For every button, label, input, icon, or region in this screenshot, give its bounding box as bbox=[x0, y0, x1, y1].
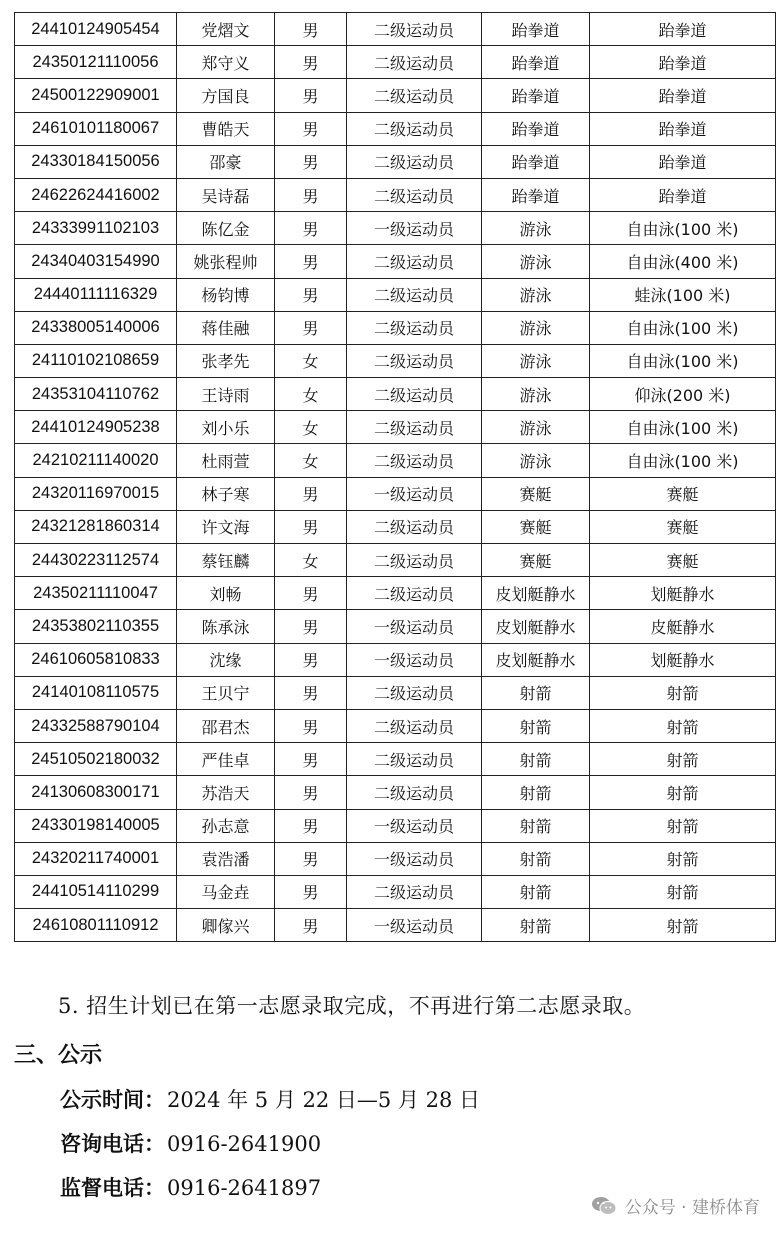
exam-id-cell: 24350121110056 bbox=[15, 46, 177, 79]
event-cell: 射箭 bbox=[590, 875, 776, 908]
gender-cell: 男 bbox=[275, 46, 347, 79]
name-cell: 吴诗磊 bbox=[177, 178, 275, 211]
name-cell: 刘畅 bbox=[177, 577, 275, 610]
sport-cell: 射箭 bbox=[482, 709, 590, 742]
athlete-level-cell: 二级运动员 bbox=[347, 13, 482, 46]
table-row bbox=[15, 245, 776, 278]
table-row bbox=[15, 178, 776, 211]
wechat-official-account-icon bbox=[591, 1196, 617, 1216]
name-cell: 郑守义 bbox=[177, 46, 275, 79]
athlete-level-cell: 二级运动员 bbox=[347, 776, 482, 809]
name-cell: 林子寒 bbox=[177, 477, 275, 510]
athlete-level-cell: 一级运动员 bbox=[347, 643, 482, 676]
athlete-level-cell: 二级运动员 bbox=[347, 145, 482, 178]
table-row bbox=[15, 13, 776, 46]
sport-cell: 赛艇 bbox=[482, 510, 590, 543]
athlete-level-cell: 二级运动员 bbox=[347, 311, 482, 344]
sport-cell: 皮划艇静水 bbox=[482, 577, 590, 610]
name-cell: 张孝先 bbox=[177, 344, 275, 377]
athlete-level-cell: 一级运动员 bbox=[347, 842, 482, 875]
sport-cell: 跆拳道 bbox=[482, 79, 590, 112]
event-cell: 射箭 bbox=[590, 776, 776, 809]
sport-cell: 射箭 bbox=[482, 909, 590, 942]
name-cell: 沈缘 bbox=[177, 643, 275, 676]
athlete-level-cell: 一级运动员 bbox=[347, 477, 482, 510]
gender-cell: 男 bbox=[275, 842, 347, 875]
exam-id-cell: 24500122909001 bbox=[15, 79, 177, 112]
name-cell: 马金垚 bbox=[177, 875, 275, 908]
sport-cell: 跆拳道 bbox=[482, 178, 590, 211]
exam-id-cell: 24340403154990 bbox=[15, 245, 177, 278]
exam-id-cell: 24330184150056 bbox=[15, 145, 177, 178]
name-cell: 苏浩天 bbox=[177, 776, 275, 809]
table-row bbox=[15, 842, 776, 875]
table-row bbox=[15, 344, 776, 377]
athlete-level-cell: 二级运动员 bbox=[347, 245, 482, 278]
info-row-supervision-phone bbox=[60, 1172, 321, 1202]
athlete-level-cell: 一级运动员 bbox=[347, 610, 482, 643]
name-cell: 卿傢兴 bbox=[177, 909, 275, 942]
exam-id-cell: 24353104110762 bbox=[15, 378, 177, 411]
athlete-level-cell: 二级运动员 bbox=[347, 278, 482, 311]
exam-id-cell: 24338005140006 bbox=[15, 311, 177, 344]
athlete-level-cell: 二级运动员 bbox=[347, 577, 482, 610]
gender-cell: 男 bbox=[275, 909, 347, 942]
athlete-level-cell: 一级运动员 bbox=[347, 909, 482, 942]
sport-cell: 赛艇 bbox=[482, 477, 590, 510]
athlete-level-cell: 二级运动员 bbox=[347, 178, 482, 211]
sport-cell: 射箭 bbox=[482, 809, 590, 842]
gender-cell: 男 bbox=[275, 477, 347, 510]
athlete-level-cell: 二级运动员 bbox=[347, 544, 482, 577]
name-cell: 姚张程帅 bbox=[177, 245, 275, 278]
table-row bbox=[15, 477, 776, 510]
info-value: 2024 年 5 月 22 日—5 月 28 日 bbox=[167, 1088, 481, 1112]
gender-cell: 男 bbox=[275, 610, 347, 643]
exam-id-cell: 24610801110912 bbox=[15, 909, 177, 942]
sport-cell: 跆拳道 bbox=[482, 46, 590, 79]
athlete-roster-table bbox=[14, 12, 776, 942]
sport-cell: 游泳 bbox=[482, 212, 590, 245]
sport-cell: 皮划艇静水 bbox=[482, 643, 590, 676]
table-row bbox=[15, 875, 776, 908]
exam-id-cell: 24110102108659 bbox=[15, 344, 177, 377]
exam-id-cell: 24321281860314 bbox=[15, 510, 177, 543]
name-cell: 陈承泳 bbox=[177, 610, 275, 643]
table-row bbox=[15, 510, 776, 543]
table-row bbox=[15, 145, 776, 178]
exam-id-cell: 24333991102103 bbox=[15, 212, 177, 245]
table-row bbox=[15, 709, 776, 742]
exam-id-cell: 24610605810833 bbox=[15, 643, 177, 676]
athlete-level-cell: 二级运动员 bbox=[347, 344, 482, 377]
sport-cell: 游泳 bbox=[482, 311, 590, 344]
athlete-level-cell: 二级运动员 bbox=[347, 444, 482, 477]
name-cell: 杨钧博 bbox=[177, 278, 275, 311]
sport-cell: 射箭 bbox=[482, 743, 590, 776]
event-cell: 跆拳道 bbox=[590, 112, 776, 145]
gender-cell: 男 bbox=[275, 709, 347, 742]
exam-id-cell: 24610101180067 bbox=[15, 112, 177, 145]
gender-cell: 男 bbox=[275, 510, 347, 543]
roster-table-container bbox=[14, 12, 775, 942]
exam-id-cell: 24410514110299 bbox=[15, 875, 177, 908]
athlete-level-cell: 一级运动员 bbox=[347, 809, 482, 842]
event-cell: 仰泳(200 米) bbox=[590, 378, 776, 411]
name-cell: 蔡钰麟 bbox=[177, 544, 275, 577]
event-cell: 自由泳(100 米) bbox=[590, 411, 776, 444]
name-cell: 党熠文 bbox=[177, 13, 275, 46]
name-cell: 王贝宁 bbox=[177, 676, 275, 709]
exam-id-cell: 24430223112574 bbox=[15, 544, 177, 577]
exam-id-cell: 24320211740001 bbox=[15, 842, 177, 875]
sport-cell: 游泳 bbox=[482, 344, 590, 377]
sport-cell: 游泳 bbox=[482, 411, 590, 444]
info-label: 监督电话： bbox=[60, 1176, 165, 1200]
event-cell: 射箭 bbox=[590, 709, 776, 742]
gender-cell: 男 bbox=[275, 245, 347, 278]
table-row bbox=[15, 577, 776, 610]
gender-cell: 女 bbox=[275, 344, 347, 377]
exam-id-cell: 24330198140005 bbox=[15, 809, 177, 842]
event-cell: 跆拳道 bbox=[590, 13, 776, 46]
sport-cell: 射箭 bbox=[482, 842, 590, 875]
name-cell: 陈亿金 bbox=[177, 212, 275, 245]
event-cell: 划艇静水 bbox=[590, 643, 776, 676]
event-cell: 射箭 bbox=[590, 842, 776, 875]
info-value: 0916-2641897 bbox=[167, 1176, 322, 1200]
sport-cell: 游泳 bbox=[482, 245, 590, 278]
event-cell: 射箭 bbox=[590, 909, 776, 942]
exam-id-cell: 24350211110047 bbox=[15, 577, 177, 610]
name-cell: 王诗雨 bbox=[177, 378, 275, 411]
table-row bbox=[15, 444, 776, 477]
sport-cell: 射箭 bbox=[482, 776, 590, 809]
note-item-5: 5. 招生计划已在第一志愿录取完成，不再进行第二志愿录取。 bbox=[58, 994, 646, 1018]
name-cell: 刘小乐 bbox=[177, 411, 275, 444]
exam-id-cell: 24622624416002 bbox=[15, 178, 177, 211]
exam-id-cell: 24320116970015 bbox=[15, 477, 177, 510]
info-value: 0916-2641900 bbox=[167, 1132, 322, 1156]
event-cell: 赛艇 bbox=[590, 544, 776, 577]
event-cell: 皮艇静水 bbox=[590, 610, 776, 643]
event-cell: 射箭 bbox=[590, 809, 776, 842]
gender-cell: 男 bbox=[275, 311, 347, 344]
athlete-level-cell: 二级运动员 bbox=[347, 411, 482, 444]
athlete-level-cell: 二级运动员 bbox=[347, 112, 482, 145]
athlete-level-cell: 二级运动员 bbox=[347, 79, 482, 112]
event-cell: 射箭 bbox=[590, 676, 776, 709]
athlete-level-cell: 一级运动员 bbox=[347, 212, 482, 245]
athlete-level-cell: 二级运动员 bbox=[347, 676, 482, 709]
gender-cell: 男 bbox=[275, 278, 347, 311]
sport-cell: 跆拳道 bbox=[482, 112, 590, 145]
table-row bbox=[15, 743, 776, 776]
gender-cell: 男 bbox=[275, 13, 347, 46]
info-label: 公示时间： bbox=[60, 1088, 165, 1112]
sport-cell: 皮划艇静水 bbox=[482, 610, 590, 643]
name-cell: 蒋佳融 bbox=[177, 311, 275, 344]
exam-id-cell: 24130608300171 bbox=[15, 776, 177, 809]
athlete-level-cell: 二级运动员 bbox=[347, 46, 482, 79]
athlete-level-cell: 二级运动员 bbox=[347, 709, 482, 742]
event-cell: 赛艇 bbox=[590, 510, 776, 543]
event-cell: 自由泳(400 米) bbox=[590, 245, 776, 278]
event-cell: 自由泳(100 米) bbox=[590, 311, 776, 344]
gender-cell: 男 bbox=[275, 577, 347, 610]
sport-cell: 跆拳道 bbox=[482, 145, 590, 178]
table-row bbox=[15, 776, 776, 809]
name-cell: 许文海 bbox=[177, 510, 275, 543]
table-row bbox=[15, 112, 776, 145]
name-cell: 曹皓天 bbox=[177, 112, 275, 145]
event-cell: 跆拳道 bbox=[590, 46, 776, 79]
sport-cell: 游泳 bbox=[482, 378, 590, 411]
event-cell: 跆拳道 bbox=[590, 145, 776, 178]
gender-cell: 男 bbox=[275, 145, 347, 178]
athlete-level-cell: 二级运动员 bbox=[347, 743, 482, 776]
info-row-publicity-time bbox=[60, 1084, 480, 1114]
table-row bbox=[15, 278, 776, 311]
sport-cell: 射箭 bbox=[482, 676, 590, 709]
table-row bbox=[15, 610, 776, 643]
exam-id-cell: 24353802110355 bbox=[15, 610, 177, 643]
table-row bbox=[15, 311, 776, 344]
gender-cell: 男 bbox=[275, 743, 347, 776]
gender-cell: 男 bbox=[275, 676, 347, 709]
gender-cell: 男 bbox=[275, 875, 347, 908]
table-row bbox=[15, 809, 776, 842]
event-cell: 射箭 bbox=[590, 743, 776, 776]
gender-cell: 男 bbox=[275, 809, 347, 842]
athlete-level-cell: 二级运动员 bbox=[347, 378, 482, 411]
name-cell: 邵豪 bbox=[177, 145, 275, 178]
gender-cell: 男 bbox=[275, 178, 347, 211]
sport-cell: 游泳 bbox=[482, 278, 590, 311]
exam-id-cell: 24440111116329 bbox=[15, 278, 177, 311]
name-cell: 邵君杰 bbox=[177, 709, 275, 742]
sport-cell: 射箭 bbox=[482, 875, 590, 908]
gender-cell: 女 bbox=[275, 444, 347, 477]
gender-cell: 男 bbox=[275, 112, 347, 145]
event-cell: 蛙泳(100 米) bbox=[590, 278, 776, 311]
gender-cell: 男 bbox=[275, 79, 347, 112]
table-row bbox=[15, 212, 776, 245]
event-cell: 划艇静水 bbox=[590, 577, 776, 610]
roster-table-body bbox=[15, 13, 776, 942]
name-cell: 袁浩潘 bbox=[177, 842, 275, 875]
event-cell: 跆拳道 bbox=[590, 178, 776, 211]
event-cell: 自由泳(100 米) bbox=[590, 212, 776, 245]
event-cell: 自由泳(100 米) bbox=[590, 344, 776, 377]
exam-id-cell: 24140108110575 bbox=[15, 676, 177, 709]
table-row bbox=[15, 643, 776, 676]
name-cell: 方国良 bbox=[177, 79, 275, 112]
watermark-text: 公众号 · 建桥体育 bbox=[624, 1198, 760, 1218]
event-cell: 自由泳(100 米) bbox=[590, 444, 776, 477]
gender-cell: 女 bbox=[275, 544, 347, 577]
table-row bbox=[15, 378, 776, 411]
gender-cell: 女 bbox=[275, 378, 347, 411]
exam-id-cell: 24332588790104 bbox=[15, 709, 177, 742]
exam-id-cell: 24410124905454 bbox=[15, 13, 177, 46]
sport-cell: 游泳 bbox=[482, 444, 590, 477]
name-cell: 严佳卓 bbox=[177, 743, 275, 776]
info-row-inquiry-phone bbox=[60, 1128, 321, 1158]
gender-cell: 男 bbox=[275, 776, 347, 809]
event-cell: 赛艇 bbox=[590, 477, 776, 510]
event-cell: 跆拳道 bbox=[590, 79, 776, 112]
sport-cell: 跆拳道 bbox=[482, 13, 590, 46]
watermark bbox=[591, 1193, 760, 1218]
table-row bbox=[15, 909, 776, 942]
name-cell: 孙志意 bbox=[177, 809, 275, 842]
exam-id-cell: 24410124905238 bbox=[15, 411, 177, 444]
table-row bbox=[15, 676, 776, 709]
gender-cell: 男 bbox=[275, 643, 347, 676]
section-title-publicity: 三、公示 bbox=[14, 1043, 103, 1068]
athlete-level-cell: 二级运动员 bbox=[347, 875, 482, 908]
gender-cell: 女 bbox=[275, 411, 347, 444]
athlete-level-cell: 二级运动员 bbox=[347, 510, 482, 543]
table-row bbox=[15, 79, 776, 112]
sport-cell: 赛艇 bbox=[482, 544, 590, 577]
table-row bbox=[15, 46, 776, 79]
table-row bbox=[15, 411, 776, 444]
name-cell: 杜雨萱 bbox=[177, 444, 275, 477]
exam-id-cell: 24210211140020 bbox=[15, 444, 177, 477]
exam-id-cell: 24510502180032 bbox=[15, 743, 177, 776]
table-row bbox=[15, 544, 776, 577]
info-label: 咨询电话： bbox=[60, 1132, 165, 1156]
gender-cell: 男 bbox=[275, 212, 347, 245]
